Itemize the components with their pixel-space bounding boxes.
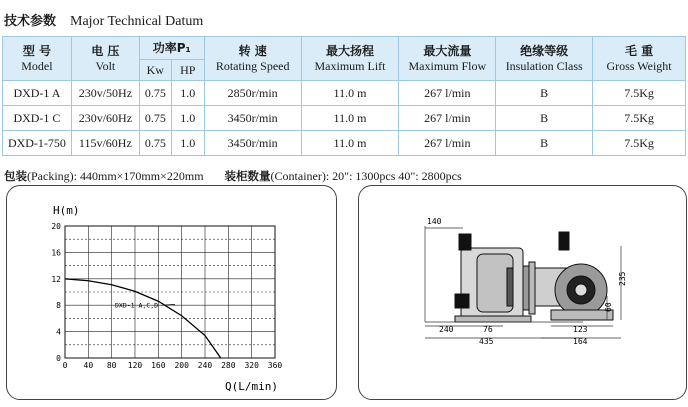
x-axis-label: Q(L/min) <box>225 380 278 393</box>
dim-foot: 123 <box>573 325 588 334</box>
table-cell: 267 l/min <box>399 106 496 131</box>
table-row <box>3 81 686 106</box>
x-tick-label: 360 <box>267 361 283 370</box>
y-tick-label: 16 <box>51 248 61 258</box>
series-label: DXD-1 A,C,D <box>115 301 159 310</box>
spec-table <box>2 36 686 156</box>
table-cell: B <box>496 81 593 106</box>
table-cell: 7.5Kg <box>593 81 686 106</box>
col-kw: Kw <box>139 60 171 81</box>
col-flow: 最大流量 Maximum Flow <box>399 37 496 81</box>
table-cell: 267 l/min <box>399 131 496 156</box>
table-cell: 1.0 <box>171 81 204 106</box>
dim-depth: 164 <box>573 337 588 346</box>
col-insulation: 绝缘等级 Insulation Class <box>496 37 593 81</box>
table-cell: 11.0 m <box>301 81 399 106</box>
y-tick-label: 12 <box>51 274 61 284</box>
y-tick-label: 20 <box>51 222 61 231</box>
x-tick-label: 320 <box>244 361 259 370</box>
y-tick-label: 8 <box>56 301 61 311</box>
dim-left-width: 240 <box>439 325 454 334</box>
col-speed: 转 速 Rotating Speed <box>204 37 301 81</box>
x-tick-label: 120 <box>127 361 143 370</box>
table-cell: B <box>496 106 593 131</box>
performance-chart <box>7 186 336 399</box>
col-model: 型 号 Model <box>3 37 72 81</box>
x-tick-label: 40 <box>83 361 94 370</box>
table-cell: 267 l/min <box>399 81 496 106</box>
x-tick-label: 280 <box>221 361 236 370</box>
col-lift: 最大扬程 Maximum Lift <box>301 37 399 81</box>
table-cell: 2850r/min <box>204 81 301 106</box>
col-power: 功率P₁ <box>139 37 204 60</box>
section-header <box>4 10 203 30</box>
table-cell: 230v/60Hz <box>71 106 139 131</box>
table-cell: 115v/60Hz <box>71 131 139 156</box>
table-cell: 0.75 <box>139 106 171 131</box>
x-tick-label: 240 <box>197 361 213 370</box>
header-en: Major Technical Datum <box>70 14 204 29</box>
dimension-drawing-panel <box>358 185 687 400</box>
table-cell: 11.0 m <box>301 106 399 131</box>
performance-curve-panel <box>6 185 337 400</box>
y-axis-label: H(m) <box>53 204 80 217</box>
col-hp: HP <box>171 60 204 81</box>
table-row <box>3 131 686 156</box>
table-cell: 0.75 <box>139 131 171 156</box>
table-cell: 7.5Kg <box>593 106 686 131</box>
table-cell: DXD-1-750 <box>3 131 72 156</box>
x-tick-label: 200 <box>174 361 189 370</box>
table-cell: DXD-1 C <box>3 106 72 131</box>
x-tick-label: 0 <box>62 361 68 370</box>
dim-total: 435 <box>479 337 494 346</box>
table-cell: 3450r/min <box>204 106 301 131</box>
dimension-drawing <box>359 186 686 399</box>
table-cell: 0.75 <box>139 81 171 106</box>
dim-top: 140 <box>427 217 442 226</box>
dim-base-height: 60 <box>604 302 613 312</box>
table-cell: 7.5Kg <box>593 131 686 156</box>
packing-line: 包装(Packing): 440mm×170mm×220mm 装柜数量(Container): 20": 1300pcs 40": 2800pcs <box>4 169 462 183</box>
table-body <box>3 81 686 156</box>
table-cell: B <box>496 131 593 156</box>
dim-height: 235 <box>618 271 627 286</box>
y-tick-label: 0 <box>56 354 61 363</box>
table-cell: DXD-1 A <box>3 81 72 106</box>
table-row <box>3 106 686 131</box>
x-tick-label: 160 <box>151 361 166 370</box>
table-cell: 3450r/min <box>204 131 301 156</box>
table-cell: 11.0 m <box>301 131 399 156</box>
col-volt: 电 压 Volt <box>71 37 139 81</box>
table-cell: 1.0 <box>171 106 204 131</box>
col-weight: 毛 重 Gross Weight <box>593 37 686 81</box>
x-tick-label: 80 <box>106 361 117 370</box>
y-tick-label: 4 <box>56 327 61 337</box>
table-cell: 1.0 <box>171 131 204 156</box>
dim-mid-width: 76 <box>483 325 493 334</box>
header-cn: 技术参数 <box>4 14 57 29</box>
table-cell: 230v/50Hz <box>71 81 139 106</box>
